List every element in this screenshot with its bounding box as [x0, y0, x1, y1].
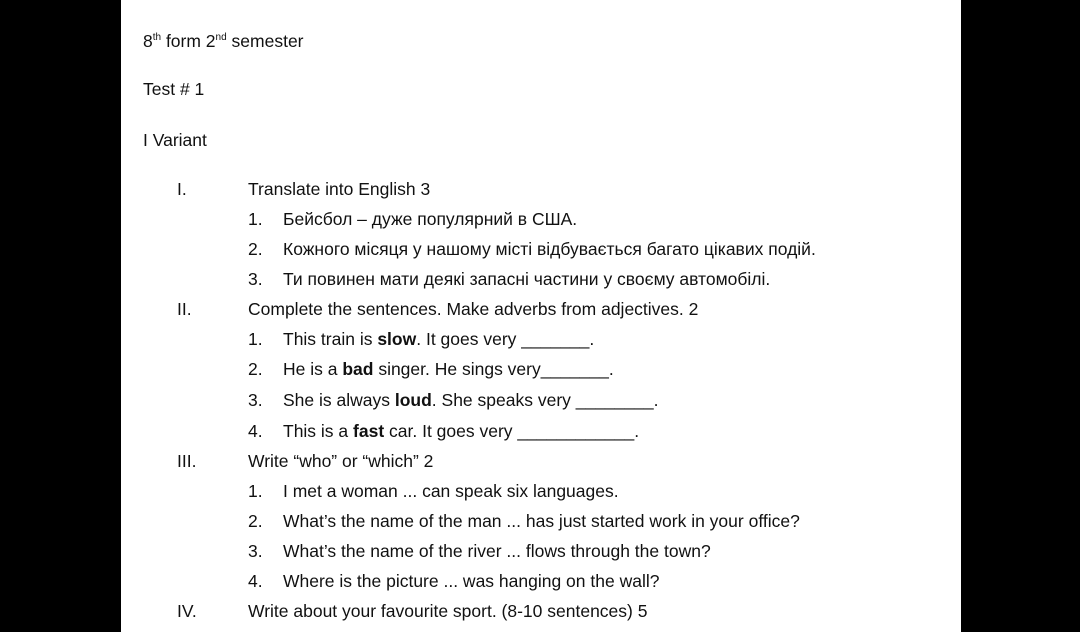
section-numeral: II. [177, 299, 192, 319]
section-title: Complete the sentences. Make adverbs from adjectives. 2 [248, 299, 699, 319]
document-page [121, 0, 961, 632]
item-text-part: This is a [283, 421, 354, 441]
item-number: 2. [248, 359, 263, 379]
item-text: What’s the name of the river ... flows through the town? [283, 541, 711, 561]
semester-text: semester [226, 31, 304, 51]
item-number: 4. [248, 421, 263, 441]
item-text: Бейсбол – дуже популярний в США. [283, 209, 578, 229]
section-numeral: IV. [177, 601, 197, 621]
item-text-part: She is always [283, 390, 395, 410]
form-superscript: th [152, 32, 162, 43]
item-text [283, 389, 658, 411]
item-number: 1. [248, 329, 263, 349]
item-text: I met a woman ... can speak six languages. [283, 481, 619, 501]
item-number: 2. [248, 239, 263, 259]
item-text [283, 420, 639, 442]
item-text-part: . It goes very _______. [416, 329, 595, 349]
item-keyword: slow [377, 329, 417, 349]
item-text [283, 328, 594, 350]
item-number: 3. [248, 541, 263, 561]
item-number: 3. [248, 390, 263, 410]
item-text-part: car. It goes very ____________. [384, 421, 640, 441]
form-text: form 2 [161, 31, 216, 51]
item-text: Where is the picture ... was hanging on the wall? [283, 571, 660, 591]
item-number: 3. [248, 269, 263, 289]
item-text: What’s the name of the man ... has just started work in your office? [283, 511, 800, 531]
form-semester-heading [143, 30, 304, 52]
item-text: Ти повинен мати деякі запасні частини у своєму автомобілі. [283, 269, 771, 289]
item-keyword: fast [353, 421, 385, 441]
item-text-part: He is a [283, 359, 343, 379]
item-text-part: This train is [283, 329, 378, 349]
section-title: Translate into English 3 [248, 179, 431, 199]
section-title: Write “who” or “which” 2 [248, 451, 434, 471]
item-number: 4. [248, 571, 263, 591]
item-number: 1. [248, 481, 263, 501]
item-keyword: bad [342, 359, 374, 379]
variant-title: I Variant [143, 130, 207, 150]
section-numeral: I. [177, 179, 187, 199]
item-number: 1. [248, 209, 263, 229]
item-text-part: . She speaks very ________. [431, 390, 659, 410]
item-text-part: singer. He sings very_______. [373, 359, 614, 379]
item-text: Кожного місяця у нашому місті відбувається багато цікавих подій. [283, 239, 816, 259]
form-number: 8 [143, 31, 153, 51]
semester-superscript: nd [215, 32, 227, 43]
test-title: Test # 1 [143, 79, 205, 99]
item-keyword: loud [394, 390, 432, 410]
item-text [283, 358, 614, 380]
item-number: 2. [248, 511, 263, 531]
section-numeral: III. [177, 451, 197, 471]
section-title: Write about your favourite sport. (8-10 sentences) 5 [248, 601, 648, 621]
